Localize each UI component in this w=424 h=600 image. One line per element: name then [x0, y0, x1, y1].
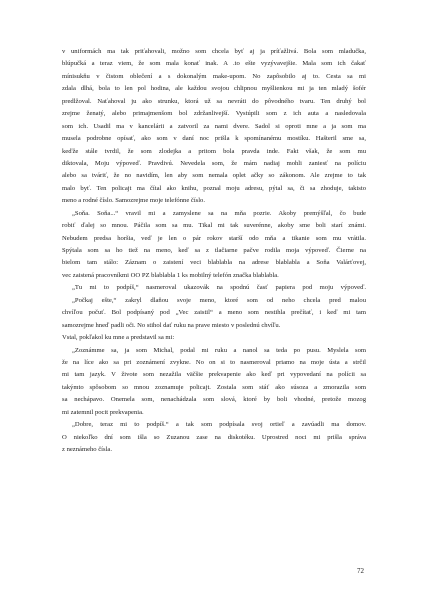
text-line: že na líce ako sa pri zoznámení zvykne. No on si to nasmeroval priamo na moje ústa a strčil — [62, 358, 366, 366]
text-line: mínisukňu v čistom oblečení a s dokonalým make-upom. No zapôsobilo aj to. Cesta sa mi — [62, 72, 366, 80]
text-line: chvíľou počuť. Bol podpísaný pod „Vec zaistil“ a meno som nestihla prečítať, i keď mi tam — [62, 309, 366, 317]
text-line: keďže stále tvrdil, že som zlodejka a pritom bola pravda inde. Fakt však, že som mu — [62, 147, 366, 155]
text-line: takýmto spôsobom so mnou zoznamuje policajt. Zostala som stáť ako súsoza a zmorazila som — [62, 383, 366, 391]
text-line: sa nechápavo. Onemela som, nenachádzala som slová, ktoré by boli vhodné, pretože mozog — [62, 396, 366, 404]
text-line: alebo sa tváriť, že no navidím, len aby som nemala oplet ačky so zákonom. Ale zrejme to tak — [62, 172, 366, 180]
body-text — [62, 46, 366, 456]
text-line: „Počkaj ešte,“ zakryl dlaňou svoje meno, ktoré som od neho chcela pred malou — [72, 296, 366, 304]
text-line: zrejme ženatý, alebo primajmenšom bol zdržanlivejší. Vystúpili som z ich auta a nasledovala — [62, 110, 366, 118]
text-line: bielom tam stálo: Záznam o zaistení veci blablabla na adrese blablabla a Soňa Valárťovej, — [62, 259, 366, 267]
text-line: predlžoval. Naťahoval ju ako strunku, ktorá už sa nevráti do pôvodného tvaru. Ten druhý bol — [62, 97, 366, 105]
text-line: mi tam jazyk. V živote som nezažila väčšie prekvapenie ako keď pri vypovedaní na polícii sa — [62, 371, 366, 379]
text-line: diktovala, Moju výpoveď. Pravdivú. Nevedela som, že mám nadiaj mohli zaniesť na políciu — [62, 159, 366, 167]
text-line: samozrejme hneď padli oči. No stihol dať ruku na prave miesto v poslednú chvíľu. — [62, 321, 281, 329]
page-number: 72 — [357, 567, 364, 575]
text-line: Nebudem predsa horšia, veď je len o pár rokov starší odo mňa a tikanie som mu vrátila. — [62, 234, 366, 242]
text-line: zdala dlhá, bola to len pol hodina, ale každou svojou chlipnou myšlienkou mi ja ten mladý šofér — [62, 85, 366, 93]
text-line: Spýtala som sa ho tiež na meno, keď sa z tlačiarne pačve rodila moja výpoveď. Čierne na — [62, 247, 366, 254]
text-line: meno a rodné číslo. Samozrejme moje telefónne číslo. — [62, 197, 206, 205]
text-line: musela podrobne opísať, ako som v daní noc prišla k spomínanému mostíku. Hašteril sme sa, — [62, 135, 366, 143]
text-line: „Zoznámme sa, ja som Michal, podal mi ruku a nanol sa teda po pusu. Myslela som — [72, 346, 366, 354]
text-line: Vstal, pokľakol ku mne a predstavil sa mi: — [62, 334, 175, 342]
text-line: „Tu mi to podpíš,“ nasmeroval ukazovák na spodnú časť papiera pod moju výpoveď. — [72, 284, 366, 292]
text-line: vec zaistená pracovníkmi OO PZ blablabla 1 ks mobilný telefón značka blablabla. — [62, 271, 279, 279]
text-line: mi zatemnil pocit prekvapenia. — [62, 408, 144, 416]
text-line: z neznámeho čísla. — [62, 446, 112, 453]
text-line: O niekoľko dní som išla so Zuzanou zase na diskotéku. Uprostred noci mi prišla správa — [62, 433, 366, 441]
text-line: blúpučká a teraz viem, že som mala konať inak. A .to ešte vyzývavejšie. Mala som ich čakať — [62, 60, 366, 68]
text-line: malo byť. Ten policajt ma čítal ako knihu, poznal moju adresu, pýtal sa, či sa zhoduje, takisto — [62, 184, 366, 192]
text-line: v uniformách ma tak priťahovali, možno som chcela byť aj ja príťažlivá. Bola som mladučka, — [62, 48, 366, 55]
text-line: robiť ďalej so mnou. Páčila som sa mu. Tikal mi tak suverénne, akoby sme boli starí známi. — [62, 222, 366, 230]
text-line: „Soňa. Soňa...“ vravil mi a zamyslene sa na mňa pozrie. Akoby premýšľal, čo bude — [72, 209, 366, 217]
text-line: som ich. Usadil ma v kancelárii a zatvoril za nami dvere. Sadol si oproti mne a ja som ma — [62, 122, 366, 130]
text-line: „Dobre, teraz mi to podpíš.“ a tak som podpísala svoj ortieľ a zavúadli ma domov. — [72, 421, 366, 429]
